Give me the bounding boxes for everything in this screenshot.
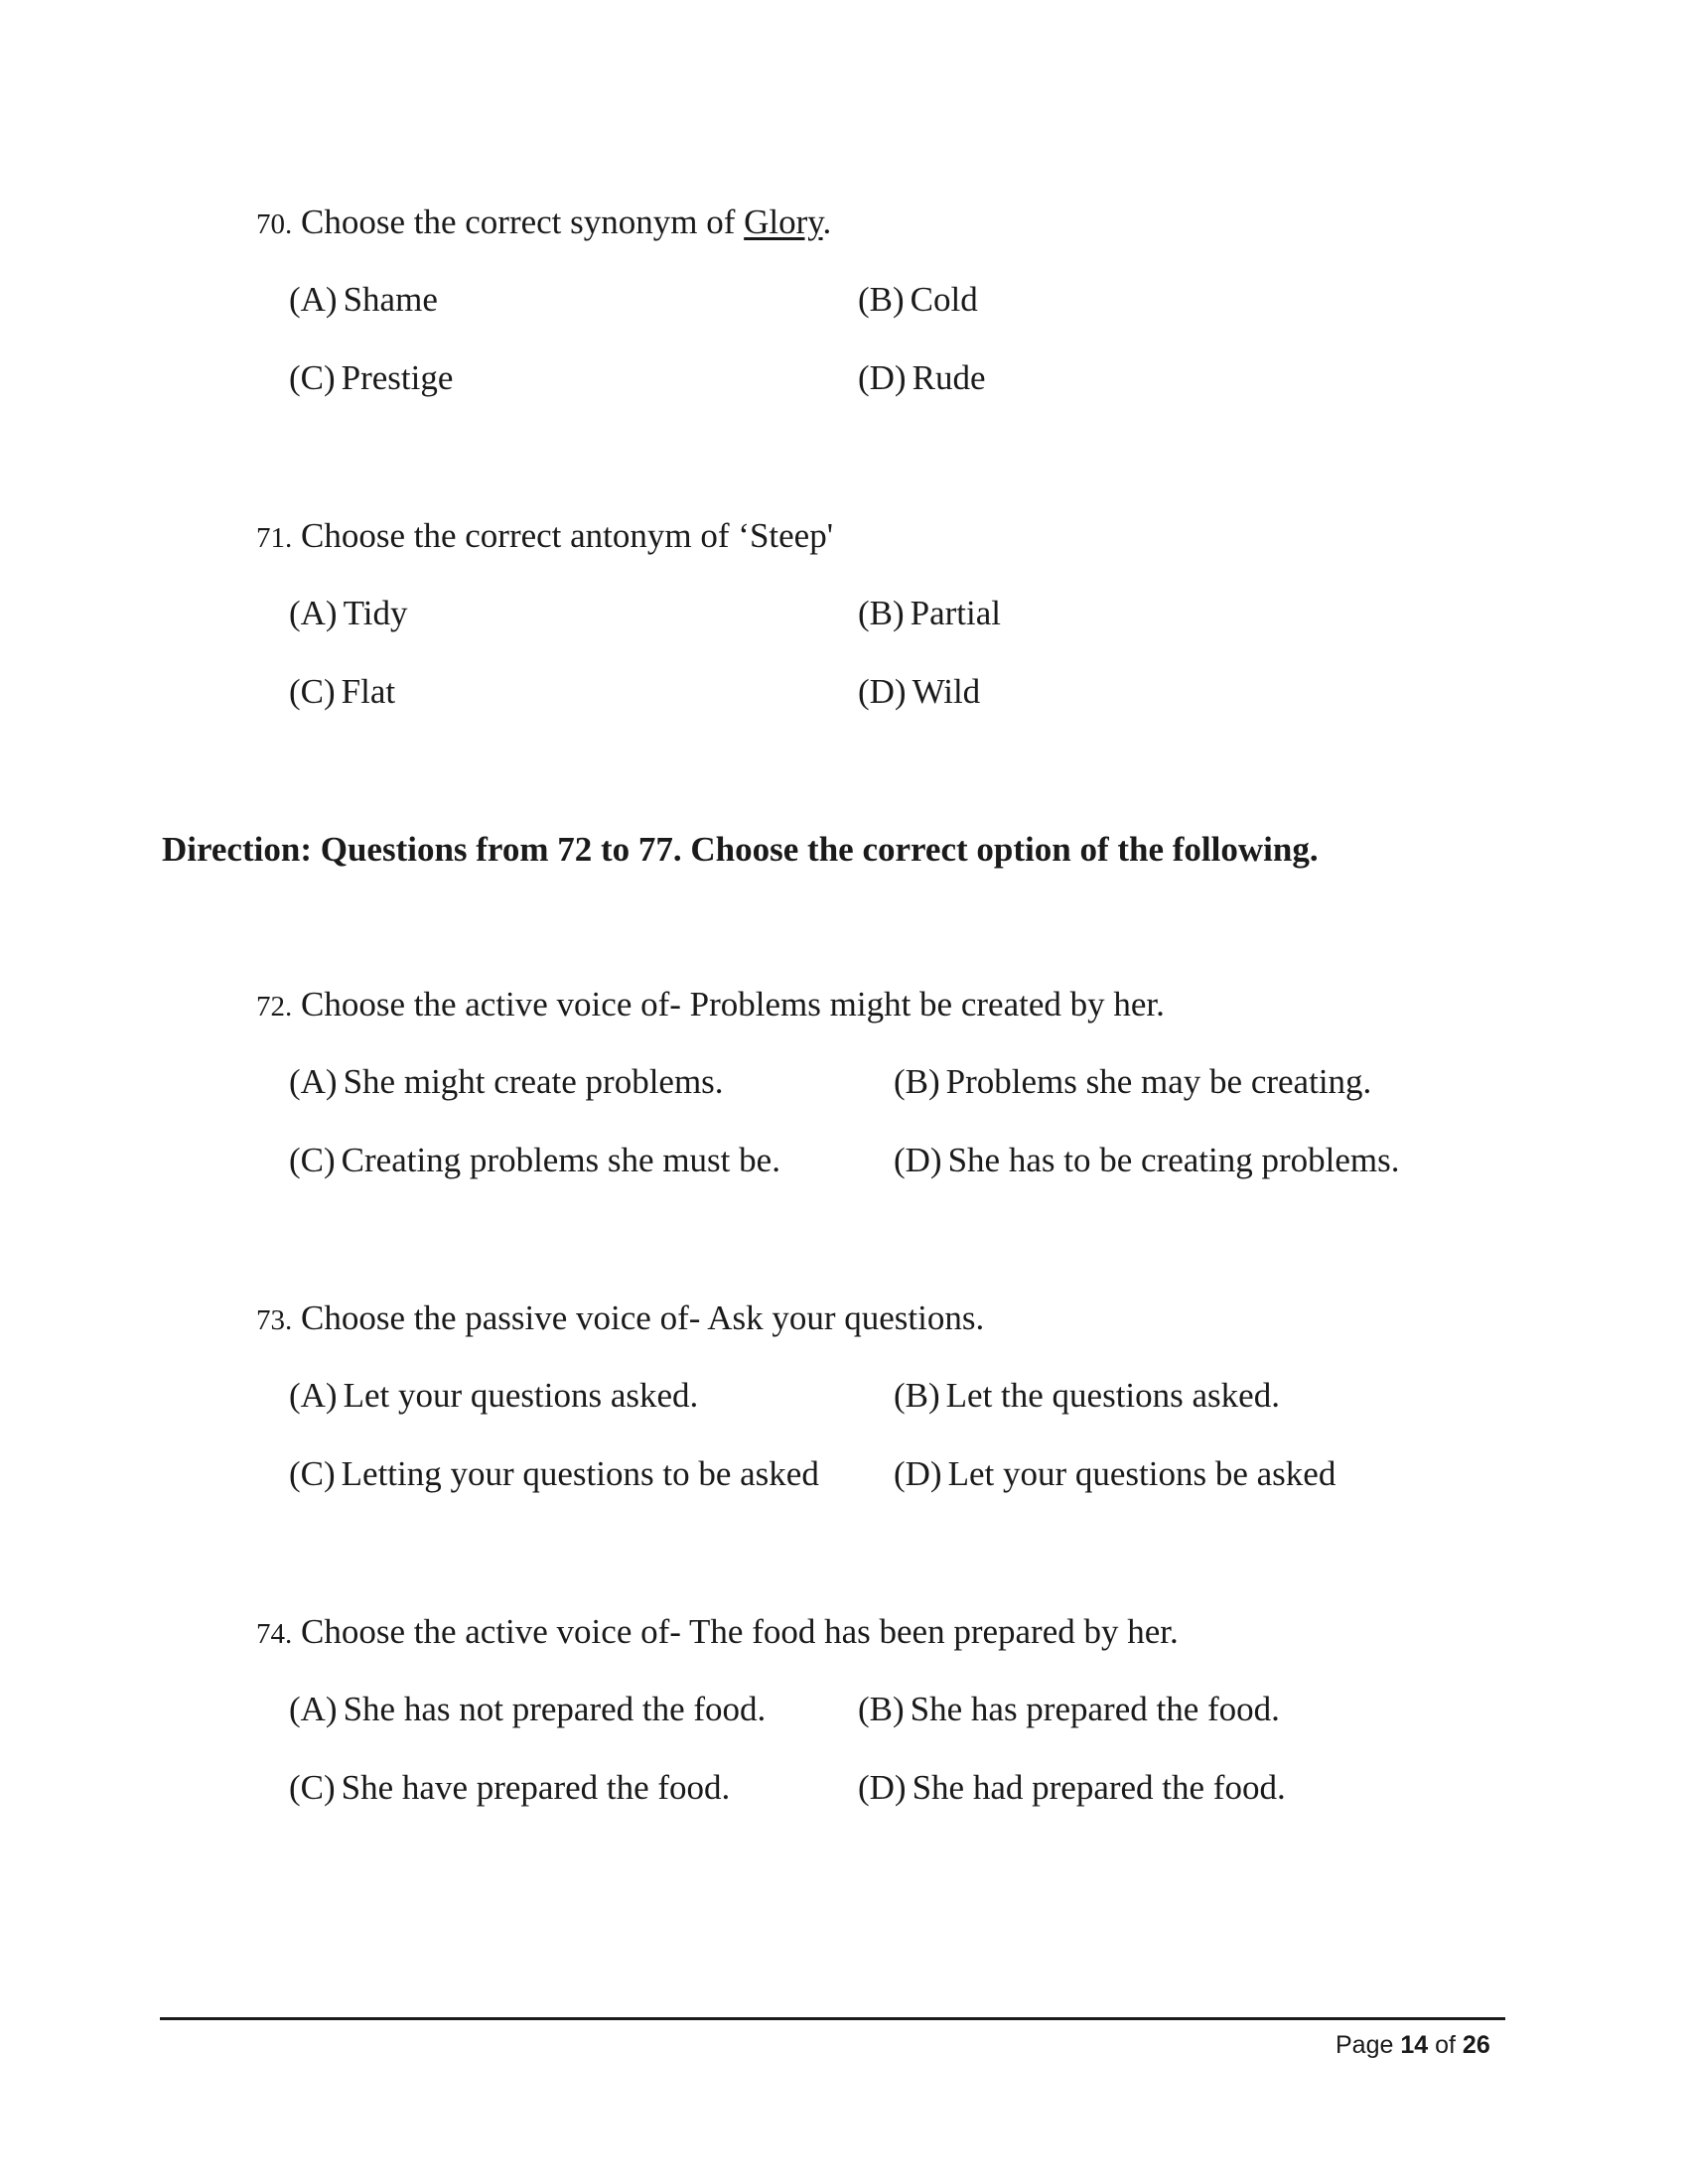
page-label: Page <box>1336 2031 1394 2059</box>
option-a: (A) She has not prepared the food. <box>289 1690 767 1728</box>
option-b: (B) Partial <box>858 594 1002 632</box>
option-d: (D) Wild <box>858 672 981 711</box>
question-text: Choose the correct antonym of ‘Steep' <box>301 516 834 555</box>
question-text: Choose the passive voice of- Ask your questions. <box>301 1298 985 1337</box>
option-d: (D) She had prepared the food. <box>858 1768 1286 1807</box>
option-d: (D) Let your questions be asked <box>894 1454 1336 1493</box>
option-a: (A) Let your questions asked. <box>289 1376 699 1415</box>
question-text-end: . <box>822 203 832 241</box>
question-number: 71. <box>256 522 293 554</box>
option-c: (C) Flat <box>289 672 396 711</box>
question-stem <box>256 1610 1179 1656</box>
option-c: (C) Prestige <box>289 358 454 397</box>
question-text: Choose the correct synonym of <box>301 203 745 241</box>
option-d: (D) Rude <box>858 358 986 397</box>
option-b: (B) Problems she may be creating. <box>894 1062 1372 1101</box>
option-b: (B) Cold <box>858 280 978 319</box>
option-a: (A) Tidy <box>289 594 408 632</box>
question-stem <box>256 983 1165 1028</box>
total-pages-number: 26 <box>1462 2031 1490 2059</box>
question-stem <box>256 514 833 560</box>
option-a: (A) She might create problems. <box>289 1062 724 1101</box>
option-c: (C) Creating problems she must be. <box>289 1141 780 1179</box>
direction-heading: Direction: Questions from 72 to 77. Choose the correct option of the following. <box>162 830 1319 869</box>
question-text: Choose the active voice of- Problems might be created by her. <box>301 985 1165 1024</box>
question-number: 74. <box>256 1618 293 1650</box>
question-text: Choose the active voice of- The food has been prepared by her. <box>301 1612 1179 1651</box>
question-number: 72. <box>256 991 293 1023</box>
option-a: (A) Shame <box>289 280 438 319</box>
option-d: (D) She has to be creating problems. <box>894 1141 1400 1179</box>
question-number: 70. <box>256 208 293 240</box>
option-b: (B) She has prepared the food. <box>858 1690 1280 1728</box>
footer-divider <box>160 2017 1505 2020</box>
question-stem <box>256 201 831 246</box>
option-c: (C) Letting your questions to be asked <box>289 1454 819 1493</box>
page-footer <box>1336 2029 1490 2061</box>
option-b: (B) Let the questions asked. <box>894 1376 1280 1415</box>
option-c: (C) She have prepared the food. <box>289 1768 731 1807</box>
question-number: 73. <box>256 1304 293 1336</box>
of-label: of <box>1435 2031 1456 2059</box>
question-stem <box>256 1297 984 1342</box>
current-page-number: 14 <box>1400 2031 1429 2059</box>
question-keyword: Glory <box>744 203 823 241</box>
